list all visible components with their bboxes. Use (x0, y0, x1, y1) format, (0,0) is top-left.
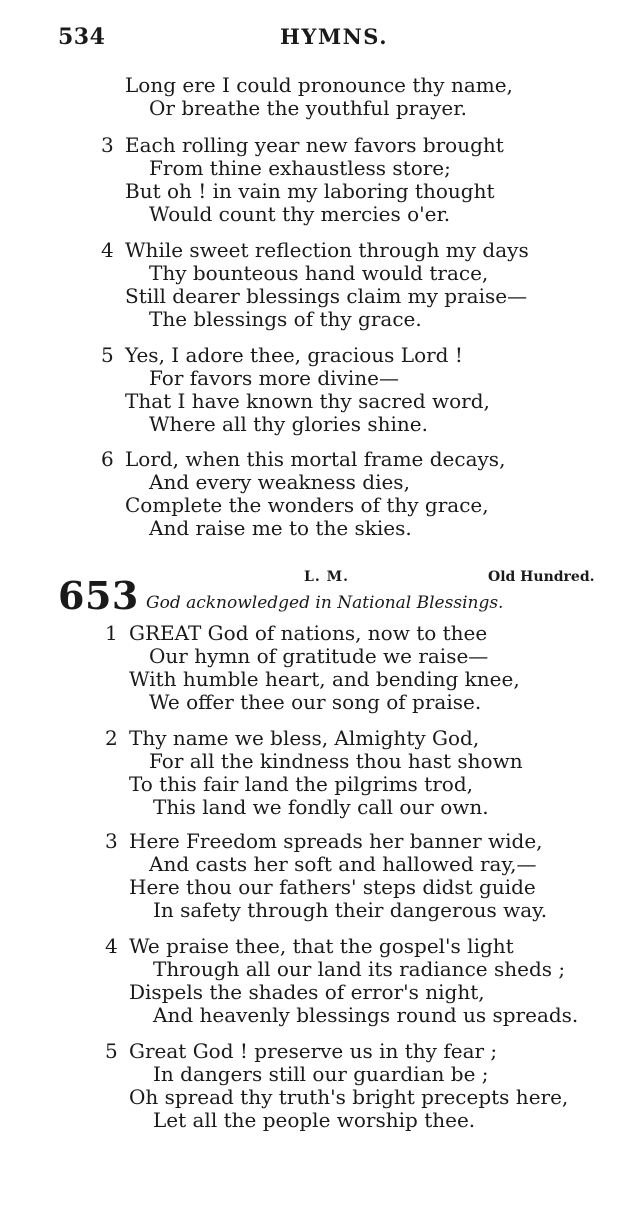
verse-line: Our hymn of gratitude we raise— (149, 644, 489, 668)
verse-line: In safety through their dangerous way. (153, 898, 548, 922)
verse-line: From thine exhaustless store; (149, 156, 451, 180)
verse-line: Yes, I adore thee, gracious Lord ! (125, 343, 463, 367)
stanza-number: 2 (105, 726, 118, 750)
verse-line: Thy bounteous hand would trace, (149, 261, 489, 285)
verse-line: Still dearer blessings claim my praise— (125, 284, 528, 308)
verse-line: That I have known thy sacred word, (125, 389, 490, 413)
verse-line: Let all the people worship thee. (153, 1108, 476, 1132)
verse-line: And casts her soft and hallowed ray,— (149, 852, 537, 876)
verse-line: Long ere I could pronounce thy name, (125, 73, 513, 97)
stanza-number: 4 (105, 934, 118, 958)
stanza-number: 5 (101, 343, 114, 367)
hymn-tune: Old Hundred. (488, 569, 595, 585)
verse-line: For favors more divine— (149, 366, 399, 390)
stanza-number: 1 (105, 621, 118, 645)
verse-line: Complete the wonders of thy grace, (125, 493, 489, 517)
verse-line: Thy name we bless, Almighty God, (129, 726, 480, 750)
verse-line: This land we fondly call our own. (153, 795, 489, 819)
verse-line: Where all thy glories shine. (149, 412, 428, 436)
verse-line: And every weakness dies, (149, 470, 410, 494)
page-number: 534 (58, 24, 106, 50)
verse-line: Dispels the shades of error's night, (129, 980, 485, 1004)
stanza-number: 3 (105, 829, 118, 853)
verse-line: Here Freedom spreads her banner wide, (129, 829, 543, 853)
verse-line: Lord, when this mortal frame decays, (125, 447, 506, 471)
stanza-number: 4 (101, 238, 114, 262)
verse-line: Oh spread thy truth's bright precepts here, (129, 1085, 569, 1109)
verse-line: Great God ! preserve us in thy fear ; (129, 1039, 498, 1063)
hymn-number: 653 (58, 573, 139, 618)
page-header (0, 24, 640, 54)
verse-line: We praise thee, that the gospel's light (129, 934, 514, 958)
verse-line: With humble heart, and bending knee, (129, 667, 520, 691)
verse-line: GREAT God of nations, now to thee (129, 621, 488, 645)
verse-line: And raise me to the skies. (149, 516, 412, 540)
verse-line: The blessings of thy grace. (149, 307, 422, 331)
verse-line: Through all our land its radiance sheds ; (153, 957, 566, 981)
verse-line: Or breathe the youthful prayer. (149, 96, 467, 120)
running-title: HYMNS. (280, 24, 389, 49)
verse-line: Each rolling year new favors brought (125, 133, 504, 157)
verse-line: For all the kindness thou hast shown (149, 749, 523, 773)
stanza-number: 5 (105, 1039, 118, 1063)
stanza-number: 3 (101, 133, 114, 157)
hymn-title: God acknowledged in National Blessings. (146, 593, 504, 613)
verse-line: Here thou our fathers' steps didst guide (129, 875, 536, 899)
verse-line: In dangers still our guardian be ; (153, 1062, 489, 1086)
verse-line: And heavenly blessings round us spreads. (153, 1003, 579, 1027)
hymn-meter: L. M. (304, 569, 349, 585)
verse-line: But oh ! in vain my laboring thought (125, 179, 495, 203)
verse-line: Would count thy mercies o'er. (149, 202, 451, 226)
verse-line: We offer thee our song of praise. (149, 690, 482, 714)
verse-line: While sweet reflection through my days (125, 238, 529, 262)
stanza-number: 6 (101, 447, 114, 471)
verse-line: To this fair land the pilgrims trod, (129, 772, 473, 796)
